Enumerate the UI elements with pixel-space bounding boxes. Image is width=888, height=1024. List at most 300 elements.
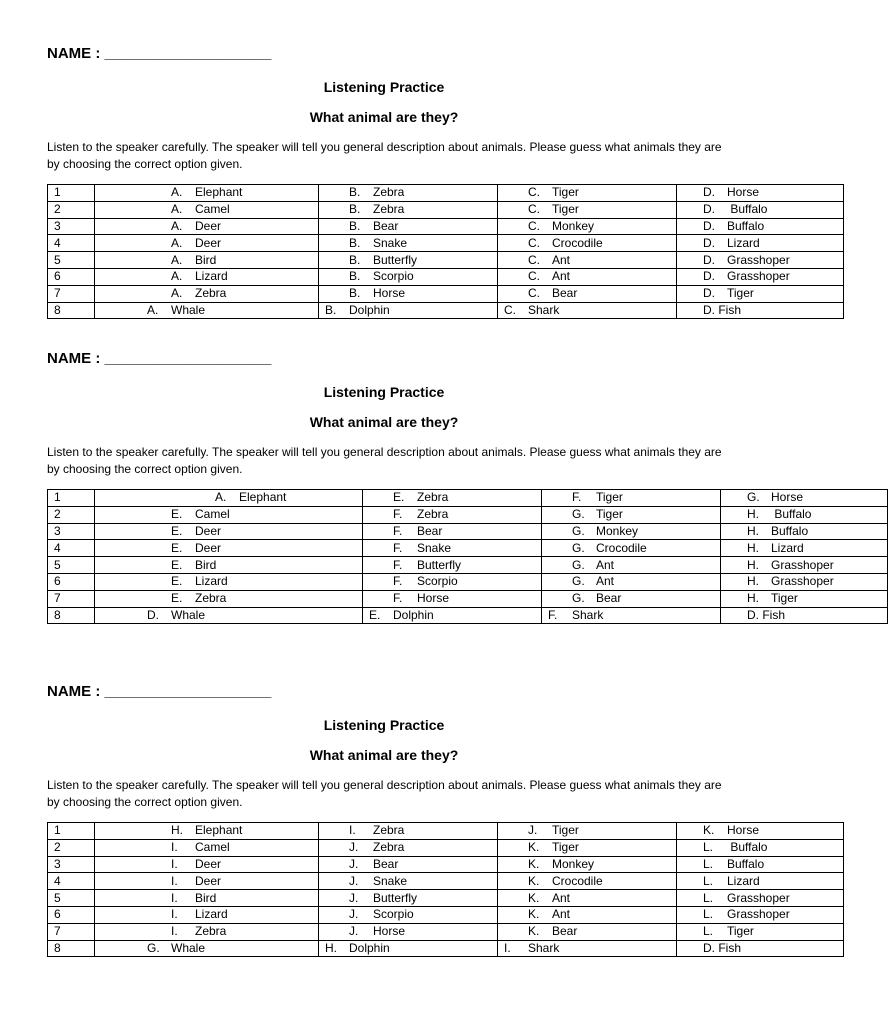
question-number: 1 bbox=[48, 823, 95, 840]
question-number: 8 bbox=[48, 302, 95, 319]
option-cell bbox=[677, 923, 844, 940]
option-animal: Zebra bbox=[373, 823, 405, 838]
option-cell bbox=[95, 940, 319, 957]
option-letter: I. bbox=[504, 940, 511, 955]
question-number: 3 bbox=[48, 218, 95, 235]
option-animal: Tiger bbox=[771, 591, 798, 606]
question-number: 5 bbox=[48, 890, 95, 907]
option-animal: Bird bbox=[195, 252, 217, 267]
option-animal: Bear bbox=[596, 591, 622, 606]
question-number: 3 bbox=[48, 856, 95, 873]
question-number: 7 bbox=[48, 590, 95, 607]
option-cell bbox=[677, 285, 844, 302]
option-cell bbox=[319, 252, 498, 269]
table-row bbox=[48, 523, 888, 540]
option-animal: Shark bbox=[572, 607, 604, 622]
option-cell bbox=[95, 523, 363, 540]
option-cell bbox=[677, 856, 844, 873]
option-cell bbox=[319, 940, 498, 957]
option-animal: Buffalo bbox=[727, 202, 768, 217]
option-cell bbox=[319, 185, 498, 202]
table-row bbox=[48, 201, 844, 218]
option-animal: Elephant bbox=[239, 490, 287, 505]
answer-table bbox=[47, 489, 888, 624]
option-animal: Tiger bbox=[552, 840, 579, 855]
option-letter: A. bbox=[215, 490, 227, 505]
option-letter: I. bbox=[171, 840, 178, 855]
option-animal: Snake bbox=[417, 540, 452, 555]
option-cell bbox=[498, 285, 677, 302]
answer-table-body bbox=[48, 185, 844, 319]
option-letter: J. bbox=[349, 924, 359, 939]
option-animal: Lizard bbox=[727, 873, 760, 888]
option-letter: C. bbox=[528, 235, 540, 250]
option-cell bbox=[677, 268, 844, 285]
option-letter: D. bbox=[703, 252, 715, 267]
question-number: 7 bbox=[48, 285, 95, 302]
question-number: 6 bbox=[48, 573, 95, 590]
option-letter: C. bbox=[528, 202, 540, 217]
option-animal: Bird bbox=[195, 557, 217, 572]
option-animal: Tiger bbox=[552, 202, 579, 217]
option-animal: Lizard bbox=[771, 540, 804, 555]
option-animal: Deer bbox=[195, 873, 222, 888]
option-animal: Tiger bbox=[596, 490, 623, 505]
option-cell bbox=[677, 890, 844, 907]
option-letter: F. bbox=[393, 523, 403, 538]
question-number: 7 bbox=[48, 923, 95, 940]
option-animal: Tiger bbox=[552, 185, 579, 200]
option-letter: A. bbox=[147, 302, 159, 317]
option-animal: Zebra bbox=[417, 507, 449, 522]
option-cell bbox=[721, 490, 888, 507]
option-cell bbox=[542, 557, 721, 574]
table-row bbox=[48, 923, 844, 940]
option-cell bbox=[677, 873, 844, 890]
question-number: 3 bbox=[48, 523, 95, 540]
option-cell bbox=[498, 940, 677, 957]
option-animal: Deer bbox=[195, 540, 222, 555]
option-animal: Zebra bbox=[195, 286, 227, 301]
option-letter: J. bbox=[349, 890, 359, 905]
option-cell bbox=[95, 590, 363, 607]
option-animal: Zebra bbox=[195, 591, 227, 606]
table-row bbox=[48, 218, 844, 235]
option-cell bbox=[363, 573, 542, 590]
option-animal: Crocodile bbox=[596, 540, 647, 555]
option-animal: Zebra bbox=[195, 924, 227, 939]
option-letter: H. bbox=[747, 507, 759, 522]
option-animal: Bear bbox=[373, 218, 399, 233]
table-row bbox=[48, 873, 844, 890]
option-animal: Grasshoper bbox=[727, 269, 790, 284]
option-letter: L. bbox=[703, 924, 714, 939]
question-number: 6 bbox=[48, 268, 95, 285]
option-cell bbox=[319, 873, 498, 890]
option-animal: Camel bbox=[195, 202, 230, 217]
option-cell bbox=[498, 906, 677, 923]
option-animal: Deer bbox=[195, 235, 222, 250]
option-cell: D. Fish bbox=[677, 302, 844, 319]
option-letter: A. bbox=[171, 218, 183, 233]
option-letter: K. bbox=[528, 890, 540, 905]
option-cell bbox=[95, 252, 319, 269]
option-cell bbox=[95, 218, 319, 235]
table-row bbox=[48, 252, 844, 269]
option-cell bbox=[542, 490, 721, 507]
option-cell bbox=[319, 285, 498, 302]
option-letter: E. bbox=[171, 523, 183, 538]
option-letter: A. bbox=[171, 252, 183, 267]
option-cell bbox=[721, 540, 888, 557]
table-row bbox=[48, 823, 844, 840]
option-cell bbox=[95, 490, 363, 507]
option-letter: A. bbox=[171, 235, 183, 250]
option-cell bbox=[498, 252, 677, 269]
name-field-label: NAME : ____________________ bbox=[47, 683, 272, 700]
option-letter: E. bbox=[369, 607, 381, 622]
option-animal: Horse bbox=[727, 823, 760, 838]
option-animal: Dolphin bbox=[349, 302, 390, 317]
option-animal: Deer bbox=[195, 856, 222, 871]
option-cell bbox=[542, 590, 721, 607]
option-letter: L. bbox=[703, 890, 714, 905]
option-letter: J. bbox=[349, 873, 359, 888]
option-animal: Lizard bbox=[195, 574, 228, 589]
table-row bbox=[48, 557, 888, 574]
option-animal: Bird bbox=[195, 890, 217, 905]
option-cell bbox=[319, 823, 498, 840]
option-cell bbox=[677, 218, 844, 235]
option-animal: Monkey bbox=[552, 218, 595, 233]
option-letter: B. bbox=[349, 269, 361, 284]
option-cell bbox=[677, 235, 844, 252]
option-animal: Deer bbox=[195, 218, 222, 233]
answer-table bbox=[47, 822, 844, 957]
question-number: 8 bbox=[48, 940, 95, 957]
question-number: 2 bbox=[48, 506, 95, 523]
option-cell bbox=[498, 201, 677, 218]
question-number: 1 bbox=[48, 185, 95, 202]
option-letter: J. bbox=[528, 823, 538, 838]
option-cell bbox=[95, 856, 319, 873]
option-animal: Camel bbox=[195, 507, 230, 522]
option-letter: B. bbox=[349, 252, 361, 267]
table-row bbox=[48, 235, 844, 252]
option-letter: E. bbox=[393, 490, 405, 505]
option-animal: Zebra bbox=[373, 840, 405, 855]
option-cell bbox=[498, 823, 677, 840]
option-animal: Snake bbox=[373, 873, 408, 888]
instructions: Listen to the speaker carefully. The speaker will tell you general description about animals. Please guess what animals they are by choosing the correct option given. bbox=[47, 140, 722, 171]
table-row bbox=[48, 506, 888, 523]
option-animal: Zebra bbox=[373, 185, 405, 200]
option-cell bbox=[95, 923, 319, 940]
option-animal: Buffalo bbox=[771, 507, 812, 522]
option-cell bbox=[363, 506, 542, 523]
option-letter: G. bbox=[147, 940, 160, 955]
option-letter: F. bbox=[572, 490, 582, 505]
option-letter: G. bbox=[747, 490, 760, 505]
option-cell bbox=[363, 523, 542, 540]
option-letter: J. bbox=[349, 907, 359, 922]
question-number: 5 bbox=[48, 252, 95, 269]
option-letter: J. bbox=[349, 856, 359, 871]
option-letter: L. bbox=[703, 856, 714, 871]
option-animal: Butterfly bbox=[417, 557, 462, 572]
option-cell bbox=[95, 607, 363, 624]
option-animal: Butterfly bbox=[373, 890, 418, 905]
option-letter: K. bbox=[528, 840, 540, 855]
option-letter: F. bbox=[393, 507, 403, 522]
option-cell bbox=[677, 201, 844, 218]
option-letter: I. bbox=[171, 907, 178, 922]
option-cell bbox=[319, 923, 498, 940]
option-animal: Scorpio bbox=[417, 574, 458, 589]
option-cell bbox=[363, 540, 542, 557]
option-cell bbox=[95, 890, 319, 907]
option-animal: Grasshoper bbox=[727, 252, 790, 267]
table-row bbox=[48, 302, 844, 319]
option-animal: Ant bbox=[552, 890, 571, 905]
option-letter: L. bbox=[703, 873, 714, 888]
name-field-label: NAME : ____________________ bbox=[47, 350, 272, 367]
option-animal: Tiger bbox=[727, 924, 754, 939]
option-letter: E. bbox=[171, 540, 183, 555]
table-row bbox=[48, 607, 888, 624]
option-cell bbox=[721, 557, 888, 574]
option-animal: Bear bbox=[417, 523, 443, 538]
instructions: Listen to the speaker carefully. The speaker will tell you general description about animals. Please guess what animals they are by choosing the correct option given. bbox=[47, 778, 722, 809]
option-cell bbox=[498, 856, 677, 873]
option-letter: J. bbox=[349, 840, 359, 855]
question-number: 5 bbox=[48, 557, 95, 574]
option-cell bbox=[721, 590, 888, 607]
option-cell bbox=[542, 506, 721, 523]
option-cell bbox=[498, 923, 677, 940]
option-animal: Tiger bbox=[552, 823, 579, 838]
table-row bbox=[48, 185, 844, 202]
option-animal: Bear bbox=[552, 286, 578, 301]
option-letter: E. bbox=[171, 574, 183, 589]
option-animal: Crocodile bbox=[552, 235, 603, 250]
option-animal: Deer bbox=[195, 523, 222, 538]
worksheet-question: What animal are they? bbox=[309, 414, 459, 430]
option-animal: Bear bbox=[552, 924, 578, 939]
option-letter: H. bbox=[747, 540, 759, 555]
option-animal: Grasshoper bbox=[727, 907, 790, 922]
option-cell bbox=[319, 201, 498, 218]
option-animal: Horse bbox=[373, 286, 406, 301]
option-animal: Ant bbox=[596, 574, 615, 589]
option-cell bbox=[677, 823, 844, 840]
option-animal: Whale bbox=[171, 302, 206, 317]
worksheet-question: What animal are they? bbox=[309, 747, 459, 763]
option-animal: Elephant bbox=[195, 823, 243, 838]
option-animal: Scorpio bbox=[373, 907, 414, 922]
option-letter: C. bbox=[504, 302, 516, 317]
option-letter: I. bbox=[349, 823, 356, 838]
option-letter: F. bbox=[548, 607, 558, 622]
option-letter: K. bbox=[528, 856, 540, 871]
option-cell bbox=[95, 823, 319, 840]
option-animal: Horse bbox=[727, 185, 760, 200]
option-animal: Grasshoper bbox=[727, 890, 790, 905]
option-animal: Lizard bbox=[195, 269, 228, 284]
option-letter: B. bbox=[349, 218, 361, 233]
option-animal: Tiger bbox=[596, 507, 623, 522]
option-animal: Zebra bbox=[417, 490, 449, 505]
option-cell bbox=[542, 540, 721, 557]
option-animal: Butterfly bbox=[373, 252, 418, 267]
option-cell bbox=[95, 185, 319, 202]
option-letter: H. bbox=[747, 557, 759, 572]
option-animal: Dolphin bbox=[349, 940, 390, 955]
option-animal: Ant bbox=[596, 557, 615, 572]
option-cell bbox=[95, 285, 319, 302]
option-animal: Tiger bbox=[727, 286, 754, 301]
option-letter: K. bbox=[528, 873, 540, 888]
option-animal: Zebra bbox=[373, 202, 405, 217]
option-cell bbox=[542, 523, 721, 540]
option-letter: K. bbox=[528, 924, 540, 939]
option-letter: D. bbox=[147, 607, 159, 622]
option-animal: Camel bbox=[195, 840, 230, 855]
option-animal: Ant bbox=[552, 907, 571, 922]
option-letter: C. bbox=[528, 269, 540, 284]
option-letter: E. bbox=[171, 557, 183, 572]
option-cell bbox=[677, 839, 844, 856]
option-animal: Shark bbox=[528, 940, 560, 955]
option-cell bbox=[319, 890, 498, 907]
table-row bbox=[48, 268, 844, 285]
option-animal: Ant bbox=[552, 252, 571, 267]
option-letter: F. bbox=[393, 574, 403, 589]
option-cell bbox=[95, 839, 319, 856]
table-row bbox=[48, 590, 888, 607]
option-animal: Monkey bbox=[552, 856, 595, 871]
option-animal: Horse bbox=[417, 591, 450, 606]
option-letter: H. bbox=[747, 523, 759, 538]
question-number: 2 bbox=[48, 839, 95, 856]
option-cell bbox=[363, 607, 542, 624]
option-cell bbox=[319, 235, 498, 252]
option-cell bbox=[721, 573, 888, 590]
option-cell bbox=[721, 506, 888, 523]
option-letter: F. bbox=[393, 557, 403, 572]
option-cell bbox=[721, 523, 888, 540]
option-letter: G. bbox=[572, 557, 585, 572]
option-animal: Snake bbox=[373, 235, 408, 250]
option-cell bbox=[95, 873, 319, 890]
option-cell: D. Fish bbox=[721, 607, 888, 624]
option-cell bbox=[542, 607, 721, 624]
option-letter: G. bbox=[572, 574, 585, 589]
option-cell bbox=[319, 906, 498, 923]
option-letter: C. bbox=[528, 185, 540, 200]
option-letter: A. bbox=[171, 286, 183, 301]
option-letter: D. bbox=[703, 185, 715, 200]
option-animal: Shark bbox=[528, 302, 560, 317]
option-letter: G. bbox=[572, 540, 585, 555]
worksheet-title: Listening Practice bbox=[323, 79, 445, 95]
option-letter: D. bbox=[703, 202, 715, 217]
option-letter: I. bbox=[171, 924, 178, 939]
option-animal: Elephant bbox=[195, 185, 243, 200]
option-letter: L. bbox=[703, 840, 714, 855]
option-letter: I. bbox=[171, 856, 178, 871]
table-row bbox=[48, 890, 844, 907]
option-letter: B. bbox=[349, 235, 361, 250]
option-cell bbox=[95, 906, 319, 923]
question-number: 8 bbox=[48, 607, 95, 624]
option-animal: Lizard bbox=[727, 235, 760, 250]
option-letter: K. bbox=[703, 823, 715, 838]
option-cell: D. Fish bbox=[677, 940, 844, 957]
option-animal: Lizard bbox=[195, 907, 228, 922]
option-cell bbox=[95, 201, 319, 218]
worksheet-question: What animal are they? bbox=[309, 109, 459, 125]
option-animal: Buffalo bbox=[771, 523, 809, 538]
option-cell bbox=[498, 185, 677, 202]
option-animal: Horse bbox=[373, 924, 406, 939]
option-letter: H. bbox=[325, 940, 337, 955]
question-number: 4 bbox=[48, 235, 95, 252]
worksheet-title: Listening Practice bbox=[323, 717, 445, 733]
option-letter: C. bbox=[528, 218, 540, 233]
question-number: 1 bbox=[48, 490, 95, 507]
option-cell bbox=[498, 268, 677, 285]
option-cell bbox=[677, 185, 844, 202]
option-cell bbox=[363, 557, 542, 574]
option-letter: A. bbox=[171, 202, 183, 217]
option-letter: B. bbox=[349, 185, 361, 200]
option-animal: Horse bbox=[771, 490, 804, 505]
option-cell bbox=[542, 573, 721, 590]
option-cell bbox=[498, 218, 677, 235]
worksheet-title: Listening Practice bbox=[323, 384, 445, 400]
option-cell bbox=[95, 540, 363, 557]
option-letter: B. bbox=[349, 202, 361, 217]
option-animal: Buffalo bbox=[727, 218, 765, 233]
option-animal: Buffalo bbox=[727, 856, 765, 871]
option-letter: H. bbox=[747, 591, 759, 606]
option-animal: Dolphin bbox=[393, 607, 434, 622]
option-letter: G. bbox=[572, 591, 585, 606]
option-letter: C. bbox=[528, 252, 540, 267]
option-letter: H. bbox=[171, 823, 183, 838]
option-cell bbox=[498, 302, 677, 319]
table-row bbox=[48, 940, 844, 957]
answer-table bbox=[47, 184, 844, 319]
option-cell bbox=[363, 490, 542, 507]
option-cell bbox=[95, 557, 363, 574]
option-cell bbox=[319, 218, 498, 235]
option-letter: E. bbox=[171, 591, 183, 606]
option-cell bbox=[95, 302, 319, 319]
option-letter: D. bbox=[703, 218, 715, 233]
option-cell bbox=[95, 573, 363, 590]
option-letter: F. bbox=[393, 540, 403, 555]
table-row bbox=[48, 856, 844, 873]
instructions: Listen to the speaker carefully. The speaker will tell you general description about animals. Please guess what animals they are by choosing the correct option given. bbox=[47, 445, 722, 476]
option-letter: B. bbox=[325, 302, 337, 317]
option-animal: Crocodile bbox=[552, 873, 603, 888]
question-number: 4 bbox=[48, 873, 95, 890]
option-letter: L. bbox=[703, 907, 714, 922]
table-row bbox=[48, 540, 888, 557]
option-letter: I. bbox=[171, 873, 178, 888]
